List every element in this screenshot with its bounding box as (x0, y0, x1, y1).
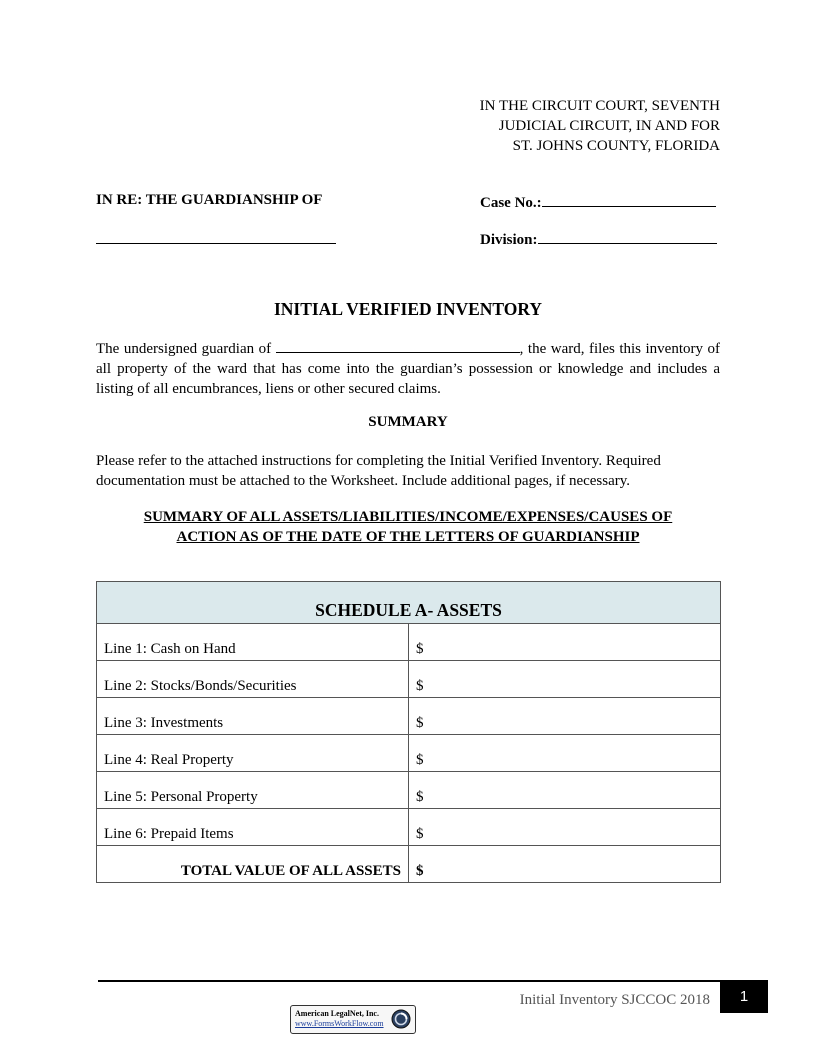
court-line-1: IN THE CIRCUIT COURT, SEVENTH (479, 98, 720, 114)
dollar-sign: $ (416, 678, 424, 694)
amount-field[interactable] (409, 661, 721, 698)
row-label: Line 5: Personal Property (97, 772, 409, 809)
summary-all-line-1: SUMMARY OF ALL ASSETS/LIABILITIES/INCOME/EXPENSES/CAUSES OF (143, 509, 673, 525)
document-title: INITIAL VERIFIED INVENTORY (273, 299, 543, 319)
intro-text-2: , the ward, files this inventory of all property of the ward that has come into the guardian’s possession or knowledge and includes a listing of all encumbrances, liens or other secured claims. (96, 341, 721, 397)
amount-field[interactable] (409, 809, 721, 846)
summary-all-line-2: ACTION AS OF THE DATE OF THE LETTERS OF GUARDIANSHIP (176, 529, 640, 545)
intro-paragraph (96, 339, 720, 399)
court-line-3: ST. JOHNS COUNTY, FLORIDA (512, 138, 720, 154)
table-row (97, 772, 721, 809)
amount-field[interactable] (409, 735, 721, 772)
amount-field[interactable] (409, 698, 721, 735)
case-number-label: Case No.: (480, 195, 542, 211)
footer-divider (98, 980, 720, 982)
division-field[interactable] (538, 229, 717, 244)
dollar-sign: $ (416, 789, 424, 805)
dollar-sign: $ (416, 715, 424, 731)
summary-all-heading (96, 507, 720, 547)
ward-name-field[interactable] (96, 243, 336, 244)
intro-text-1: The undersigned guardian of (96, 341, 276, 357)
dollar-sign: $ (416, 641, 424, 657)
publisher-logo[interactable] (290, 1005, 416, 1034)
court-line-2: JUDICIAL CIRCUIT, IN AND FOR (498, 118, 720, 134)
schedule-a-heading: SCHEDULE A- ASSETS (97, 582, 721, 624)
globe-icon (391, 1009, 411, 1029)
row-label: Line 4: Real Property (97, 735, 409, 772)
case-number-row (480, 192, 716, 212)
guardian-ward-name-field[interactable] (276, 339, 520, 353)
total-row (97, 846, 721, 883)
dollar-sign: $ (416, 752, 424, 768)
row-label: Line 3: Investments (97, 698, 409, 735)
table-row (97, 624, 721, 661)
schedule-a-table (96, 581, 721, 883)
division-label: Division: (480, 232, 538, 248)
total-amount-field[interactable] (409, 846, 721, 883)
table-row (97, 661, 721, 698)
total-label: TOTAL VALUE OF ALL ASSETS (97, 846, 409, 883)
table-row (97, 698, 721, 735)
dollar-sign: $ (416, 863, 424, 879)
logo-company-name: American LegalNet, Inc. (295, 1009, 379, 1018)
row-label: Line 6: Prepaid Items (97, 809, 409, 846)
logo-website: www.FormsWorkFlow.com (295, 1019, 384, 1028)
court-header (430, 96, 720, 156)
table-row (97, 809, 721, 846)
row-label: Line 2: Stocks/Bonds/Securities (97, 661, 409, 698)
dollar-sign: $ (416, 826, 424, 842)
table-row (97, 735, 721, 772)
case-number-field[interactable] (542, 192, 716, 207)
in-re-label: IN RE: THE GUARDIANSHIP OF (96, 192, 323, 208)
amount-field[interactable] (409, 772, 721, 809)
summary-heading: SUMMARY (368, 414, 448, 430)
instructions-paragraph: Please refer to the attached instructions for completing the Initial Verified Inventory. Required documentation must be attached to the Worksheet. Include additional pages, if necessary. (96, 453, 661, 489)
page-number: 1 (720, 980, 768, 1013)
footer-form-id: Initial Inventory SJCCOC 2018 (519, 992, 710, 1008)
division-row (480, 229, 717, 249)
amount-field[interactable] (409, 624, 721, 661)
row-label: Line 1: Cash on Hand (97, 624, 409, 661)
